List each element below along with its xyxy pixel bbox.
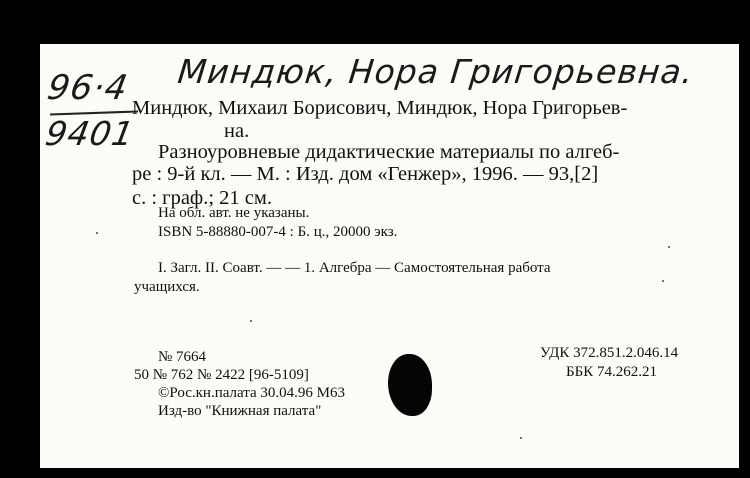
- handwritten-author-name: Миндюк, Нора Григорьевна.: [175, 52, 696, 91]
- registration-numbers: 50 № 762 № 2422 [96-5109]: [134, 367, 309, 383]
- handwritten-call-number-top: 96·4: [44, 68, 132, 108]
- publisher-line: Изд-во "Книжная палата": [158, 403, 322, 419]
- scan-speck: [662, 280, 664, 282]
- ink-blot: [388, 354, 432, 416]
- entry-tracings-continued: учащихся.: [134, 279, 200, 295]
- scan-speck: [520, 437, 522, 439]
- scan-speck: [250, 320, 252, 322]
- entry-physical-description: с. : граф.; 21 см.: [132, 187, 272, 209]
- entry-authors-continued: на.: [224, 120, 250, 142]
- entry-imprint: ре : 9-й кл. — М. : Изд. дом «Генжер», 1996. — 93,[2]: [132, 163, 599, 185]
- scan-border-tab: [692, 0, 750, 30]
- entry-title: Разноуровневые дидактические материалы по алгеб-: [158, 141, 620, 163]
- udk-code: УДК 372.851.2.046.14: [540, 345, 679, 361]
- entry-authors: Миндюк, Михаил Борисович, Миндюк, Нора Григорьев-: [132, 97, 628, 119]
- entry-tracings: I. Загл. II. Соавт. — — 1. Алгебра — Самостоятельная работа: [158, 260, 551, 276]
- card-number: № 7664: [158, 349, 207, 365]
- entry-note: На обл. авт. не указаны.: [158, 205, 310, 221]
- scan-speck: [668, 246, 670, 248]
- scan-speck: [96, 232, 98, 234]
- copyright-line: ©Рос.кн.палата 30.04.96 М63: [158, 385, 346, 401]
- handwritten-call-number-bottom: 9401: [42, 114, 138, 153]
- bbk-code: ББК 74.262.21: [566, 364, 657, 380]
- entry-isbn: ISBN 5-88880-007-4 : Б. ц., 20000 экз.: [158, 224, 398, 240]
